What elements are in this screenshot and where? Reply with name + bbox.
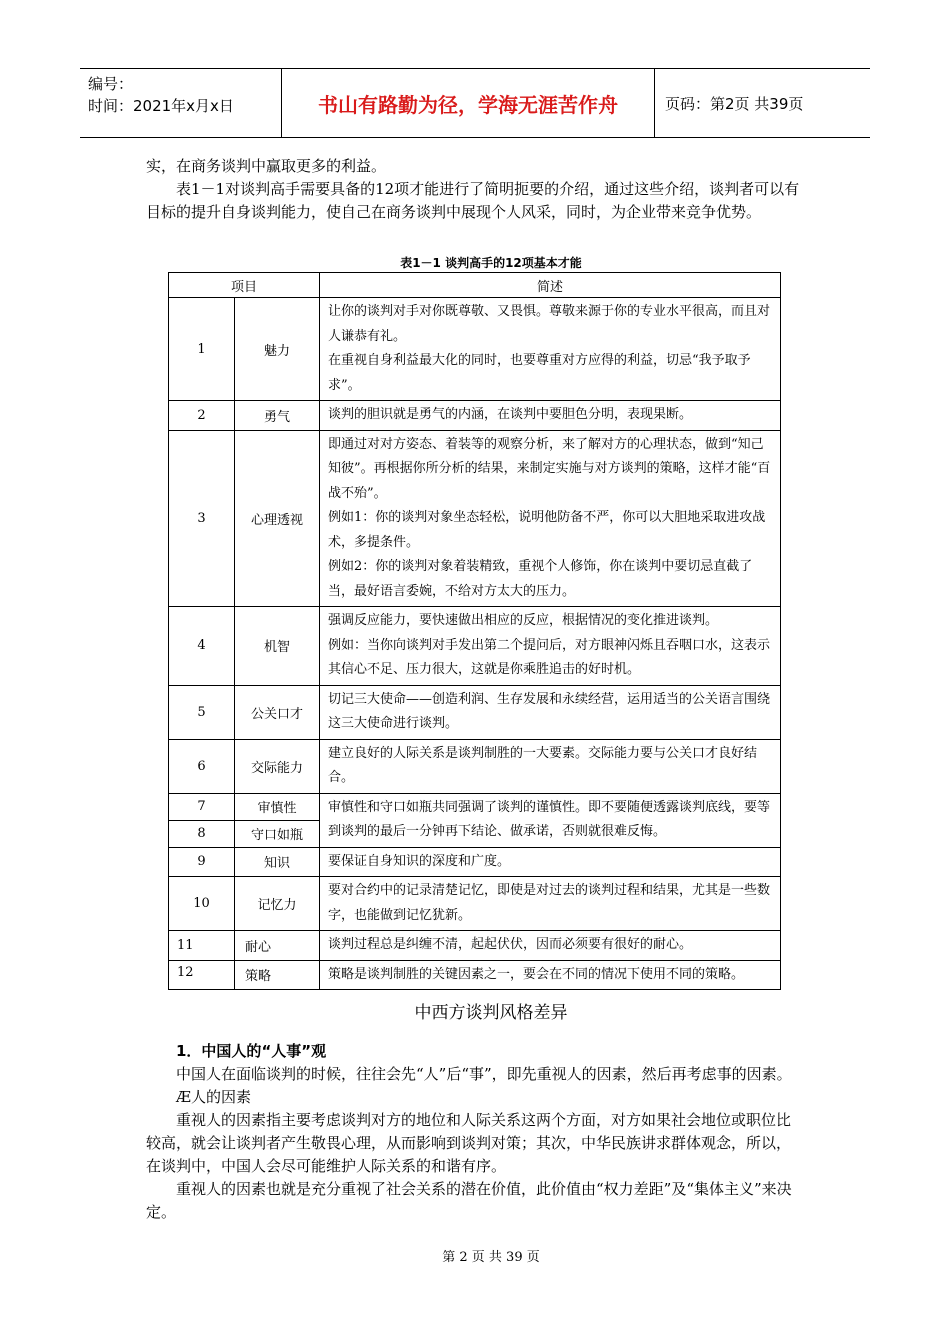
col-header-item: 项目 <box>169 273 320 298</box>
table-row <box>169 847 781 877</box>
page-info: 页码：第2页 共39页 <box>665 94 804 113</box>
table-header-row <box>169 273 781 298</box>
row-number: 4 <box>169 607 235 686</box>
intro-paragraph: 表1－1对谈判高手需要具备的12项才能进行了简明扼要的介绍，通过这些介绍，谈判者可以有目标的提升自身谈判能力，使自己在商务谈判中展现个人风采，同时，为企业带来竞争优势。 <box>146 180 800 221</box>
header-motto-cell <box>281 69 655 137</box>
desc-line: 策略是谈判制胜的关键因素之一，要会在不同的情况下使用不同的策略。 <box>328 966 745 982</box>
row-number: 9 <box>169 847 235 877</box>
row-talent: 机智 <box>235 607 320 686</box>
row-talent: 交际能力 <box>235 739 320 793</box>
row-talent: 策略 <box>235 960 320 990</box>
row-desc <box>320 960 781 990</box>
page-footer: 第 2 页 共 39 页 <box>442 1250 540 1265</box>
row-number: 5 <box>169 685 235 739</box>
row-desc <box>320 877 781 931</box>
table-row <box>169 960 781 990</box>
desc-line: 让你的谈判对手对你既尊敬、又畏惧。尊敬来源于你的专业水平很高，而且对人谦恭有礼。 <box>328 304 771 344</box>
header-meta <box>80 69 281 137</box>
table-row <box>169 877 781 931</box>
row-talent: 守口如瓶 <box>235 820 320 847</box>
paragraph: 重视人的因素指主要考虑谈判对方的地位和人际关系这两个方面，对方如果社会地位或职位比较高，就会让谈判者产生敬畏心理，从而影响到谈判对策；其次，中华民族讲求群体观念，所以，在谈判中，中国人会尽可能维护人际关系的和谐有序。 <box>146 1111 792 1175</box>
row-talent: 记忆力 <box>235 877 320 931</box>
table-row <box>169 685 781 739</box>
table-row <box>169 607 781 686</box>
desc-line: 例如2：你的谈判对象着装精致，重视个人修饰，你在谈判中要切忌直截了当，最好语言委婉，不给对方太大的压力。 <box>328 559 753 599</box>
row-talent: 审慎性 <box>235 793 320 820</box>
row-number: 3 <box>169 430 235 607</box>
desc-line: 审慎性和守口如瓶共同强调了谈判的谨慎性。即不要随便透露谈判底线，要等到谈判的最后一分钟再下结论、做承诺，否则就很难反悔。 <box>328 799 771 839</box>
row-desc <box>320 793 781 847</box>
row-desc <box>320 607 781 686</box>
row-number: 10 <box>169 877 235 931</box>
desc-line: 建立良好的人际关系是谈判制胜的一大要素。交际能力要与公关口才良好结合。 <box>328 745 758 785</box>
desc-line: 例如：当你向谈判对手发出第二个提问后，对方眼神闪烁且吞咽口水，这表示其信心不足、压力很大，这就是你乘胜追击的好时机。 <box>328 637 771 677</box>
paragraph: 重视人的因素也就是充分重视了社会关系的潜在价值，此价值由“权力差距”及“集体主义”来决定。 <box>146 1180 792 1221</box>
intro-line: 实，在商务谈判中赢取更多的利益。 <box>146 157 387 175</box>
page-header <box>80 68 870 138</box>
row-desc <box>320 931 781 961</box>
bullet-heading: Æ人的因素 <box>176 1088 252 1106</box>
table-caption: 表1－1 谈判高手的12项基本才能 <box>400 256 582 270</box>
table-row <box>169 401 781 431</box>
row-desc <box>320 685 781 739</box>
desc-line: 在重视自身利益最大化的同时，也要尊重对方应得的利益，切忌“我予取予求”。 <box>328 353 751 393</box>
row-talent: 勇气 <box>235 401 320 431</box>
row-talent: 魅力 <box>235 298 320 401</box>
row-number: 12 <box>169 960 235 990</box>
row-talent: 心理透视 <box>235 430 320 607</box>
header-motto: 书山有路勤为径，学海无涯苦作舟 <box>318 92 618 117</box>
section-title: 中西方谈判风格差异 <box>414 1003 568 1023</box>
table-row <box>169 793 781 820</box>
desc-line: 例如1：你的谈判对象坐态轻松，说明他防备不严，你可以大胆地采取进攻战术，多提条件。 <box>328 510 766 550</box>
number-label: 编号： <box>88 75 134 93</box>
row-talent: 耐心 <box>235 931 320 961</box>
intro-text <box>146 155 806 224</box>
row-number: 1 <box>169 298 235 401</box>
row-number: 8 <box>169 820 235 847</box>
row-number: 6 <box>169 739 235 793</box>
paragraph: 中国人在面临谈判的时候，往往会先“人”后“事”，即先重视人的因素，然后再考虑事的因素。 <box>176 1065 792 1083</box>
row-desc <box>320 847 781 877</box>
row-desc <box>320 739 781 793</box>
desc-line: 谈判过程总是纠缠不清，起起伏伏，因而必须要有很好的耐心。 <box>328 937 693 952</box>
talent-table <box>168 272 781 990</box>
row-talent: 公关口才 <box>235 685 320 739</box>
row-desc <box>320 430 781 607</box>
table-row <box>169 931 781 961</box>
row-desc <box>320 298 781 401</box>
table-row <box>169 430 781 607</box>
col-header-desc: 简述 <box>320 273 781 298</box>
desc-line: 要保证自身知识的深度和广度。 <box>328 853 511 869</box>
row-number: 2 <box>169 401 235 431</box>
time-label: 时间：2021年x月x日 <box>88 97 234 115</box>
subheading: 1．中国人的“人事”观 <box>176 1042 327 1060</box>
table-row <box>169 739 781 793</box>
desc-line: 要对合约中的记录清楚记忆，即使是对过去的谈判过程和结果，尤其是一些数字，也能做到记忆犹新。 <box>328 883 771 923</box>
desc-line: 谈判的胆识就是勇气的内涵，在谈判中要胆色分明，表现果断。 <box>328 407 693 422</box>
row-number: 11 <box>169 931 235 961</box>
desc-line: 即通过对对方姿态、着装等的观察分析，来了解对方的心理状态，做到“知己知彼”。再根据你所分析的结果，来制定实施与对方谈判的策略，这样才能“百战不殆”。 <box>328 436 771 501</box>
desc-line: 切记三大使命——创造利润、生存发展和永续经营，运用适当的公关语言围绕这三大使命进行谈判。 <box>328 691 771 731</box>
section-body <box>146 1040 801 1224</box>
desc-line: 强调反应能力，要快速做出相应的反应，根据情况的变化推进谈判。 <box>328 613 719 628</box>
row-desc <box>320 401 781 431</box>
row-number: 7 <box>169 793 235 820</box>
table-row <box>169 298 781 401</box>
row-talent: 知识 <box>235 847 320 877</box>
